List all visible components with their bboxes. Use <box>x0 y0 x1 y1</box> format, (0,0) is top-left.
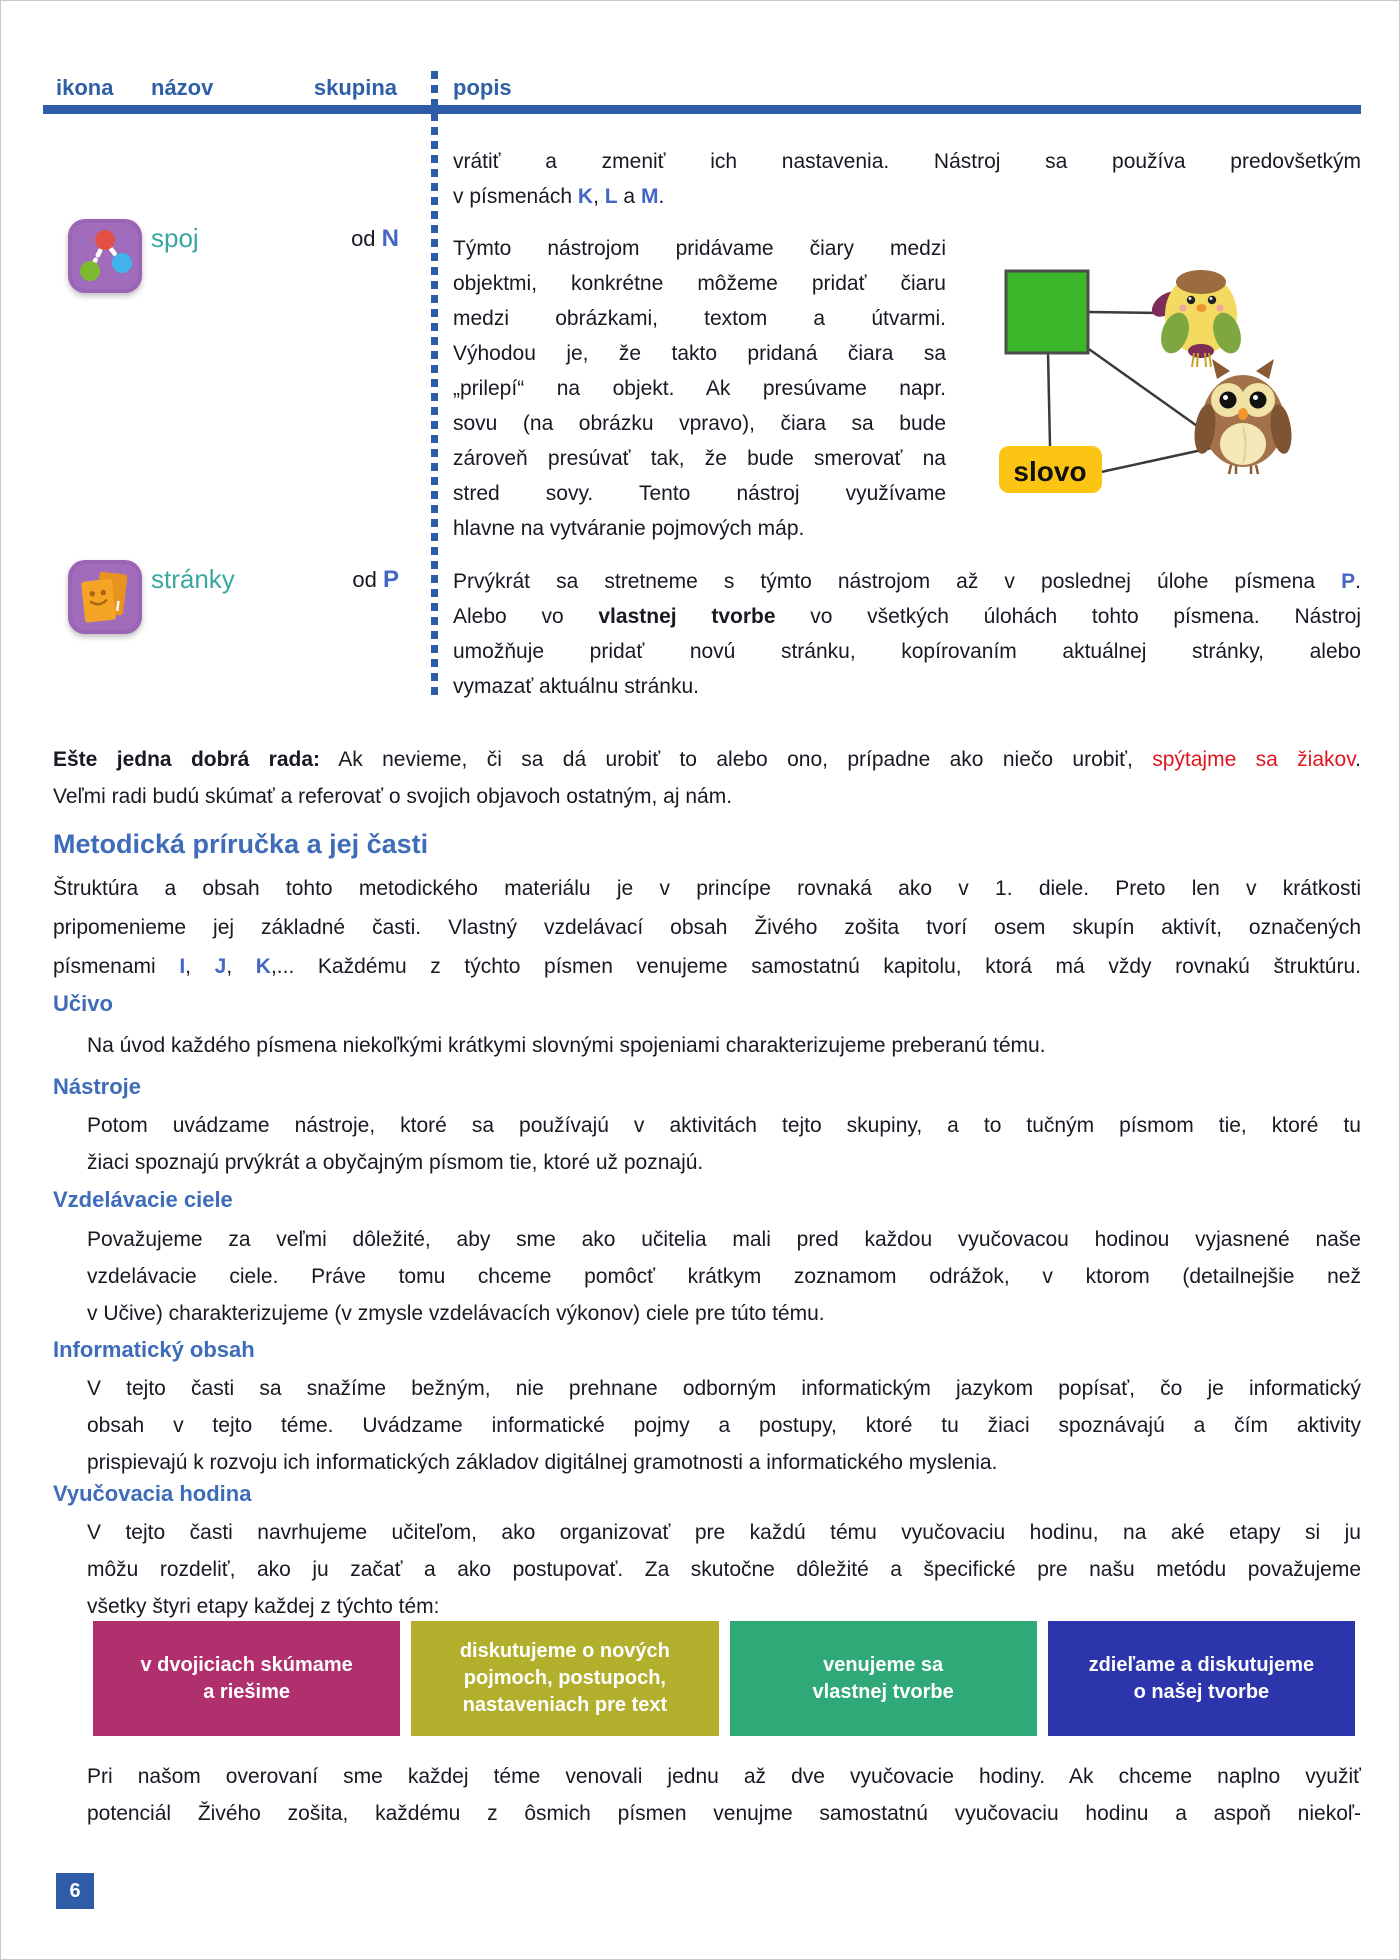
text-line: Veľmi radi budú skúmať a referovať o svojich objavoch ostatným, aj nám. <box>53 785 733 808</box>
concept-map-illustration <box>951 201 1361 501</box>
tool-name-stranky: stránky <box>151 564 235 594</box>
text-line: potenciál Živého zošita, každému z ôsmich písmen venujme samostatnú vyučovaciu hodinu a aspoň niekoľ- <box>87 1802 1361 1825</box>
text-segment: od <box>351 226 382 251</box>
text-segment: . <box>1355 570 1361 593</box>
text-line: vzdelávacie ciele. Práve tomu chceme pomôcť krátkym zoznamom odrážok, v ktorom (detailnejšie než <box>87 1265 1361 1288</box>
text-line: objektmi, konkrétne môžeme pridať čiaru <box>453 272 946 295</box>
text-segment: Alebo vo <box>453 605 599 628</box>
text-segment: vo všetkých úlohách tohto písmena. Nástroj <box>775 605 1361 628</box>
letter-highlight: K <box>577 185 594 208</box>
closing-paragraph <box>87 1758 1361 1832</box>
text-line: Štruktúra a obsah tohto metodického materiálu je v princípe rovnaká ako v 1. diele. Preto len v krátkosti <box>53 877 1361 900</box>
text-line: medzi obrázkami, textom a útvarmi. <box>453 307 946 330</box>
stage-line: o našej tvorbe <box>1133 1680 1270 1703</box>
stage-line: vlastnej tvorbe <box>812 1680 954 1703</box>
text-segment: , <box>226 955 256 978</box>
col-header-popis: popis <box>453 75 512 100</box>
text-segment: v písmenách <box>453 185 578 208</box>
intro-paragraph <box>53 869 1361 986</box>
subsection-title-informaticky-obsah: Informatický obsah <box>53 1337 255 1362</box>
stage-line: v dvojiciach skúmame <box>140 1653 353 1676</box>
table-column-divider <box>431 71 438 701</box>
tool-group-spoj <box>301 225 399 253</box>
subsection-body-vyucovacia-hodina <box>87 1514 1361 1625</box>
text-line: hlavne na vytváranie pojmových máp. <box>453 517 805 540</box>
text-line: Potom uvádzame nástroje, ktoré sa používajú v aktivitách tejto skupiny, a to tučným písmom tie, ktoré tu <box>87 1114 1361 1137</box>
text-segment: , <box>593 185 605 208</box>
subsection-body-nastroje <box>87 1107 1361 1181</box>
text-segment: Ak nevieme, či sa dá urobiť to alebo ono, prípadne ako niečo urobiť, <box>320 748 1153 771</box>
bold-text: vlastnej tvorbe <box>598 605 776 628</box>
letter-highlight: P <box>1341 570 1356 593</box>
text-segment: . <box>1355 748 1361 771</box>
text-line: prispievajú k rozvoju ich informatických základov digitálnej gramotnosti a informatického myslenia. <box>87 1451 998 1474</box>
text-line: Pri našom overovaní sme každej téme venovali jednu až dve vyučovacie hodiny. Ak chceme naplno využiť <box>87 1765 1361 1788</box>
text-line <box>53 741 1361 778</box>
text-segment: a <box>617 185 641 208</box>
letter-highlight: J <box>214 955 227 978</box>
spoj-tool-icon <box>66 217 144 295</box>
text-line: Výhodou je, že takto pridaná čiara sa <box>453 342 946 365</box>
stage-box-pair-exploration <box>93 1621 400 1736</box>
advice-paragraph <box>53 741 1361 815</box>
lesson-stages-row <box>93 1621 1355 1736</box>
text-line: všetky štyri etapy každej z týchto tém: <box>87 1595 440 1618</box>
letter-highlight: L <box>604 185 618 208</box>
stage-line: nastaveniach pre text <box>462 1694 668 1716</box>
text-line: Na úvod každého písmena niekoľkými krátkymi slovnými spojeniami charakterizujeme preberanú tému. <box>87 1034 1046 1057</box>
subsection-title-vzdelavacie-ciele: Vzdelávacie ciele <box>53 1187 233 1212</box>
stranky-tool-icon <box>66 558 144 636</box>
text-line: zároveň presúvať tak, že bude smerovať na <box>453 447 946 470</box>
text-segment: ,... Každému z týchto písmen venujeme samostatnú kapitolu, ktorá má vždy rovnakú štruktúru. <box>270 955 1361 978</box>
text-line: V tejto časti navrhujeme učiteľom, ako organizovať pre každú tému vyučovaciu hodinu, na aké etapy si ju <box>87 1521 1361 1544</box>
subsection-body-ucivo <box>87 1027 1361 1064</box>
stage-line: venujeme sa <box>823 1653 944 1676</box>
subsection-title-vyucovacia-hodina: Vyučovacia hodina <box>53 1481 252 1506</box>
stage-box-discussion-new-concepts <box>411 1621 718 1736</box>
green-square-shape <box>1006 271 1088 353</box>
stage-box-own-creation <box>730 1621 1037 1736</box>
text-line: obsah v tejto téme. Uvádzame informatické pojmy a postupy, ktoré tu žiaci spoznávajú a čím aktivity <box>87 1414 1361 1437</box>
text-line <box>453 599 1361 634</box>
subsection-body-vzdelavacie-ciele <box>87 1221 1361 1332</box>
subsection-body-informaticky-obsah <box>87 1370 1361 1481</box>
col-header-nazov: názov <box>151 75 214 100</box>
stage-line: a riešime <box>203 1680 290 1703</box>
slovo-label: slovo <box>1013 456 1087 487</box>
table-header-rule <box>43 105 1361 114</box>
letter-highlight: I <box>179 955 186 978</box>
tool-description-stranky <box>453 564 1361 704</box>
bold-lead: Ešte jedna dobrá rada: <box>53 748 321 771</box>
text-line: vrátiť a zmeniť ich nastavenia. Nástroj sa používa predovšetkým <box>453 150 1361 173</box>
col-header-ikona: ikona <box>56 75 114 100</box>
tool-group-stranky <box>301 566 399 594</box>
text-line: „prilepí“ na objekt. Ak presúvame napr. <box>453 377 946 400</box>
stage-line: diskutujeme o nových <box>459 1640 670 1662</box>
letter-highlight: M <box>640 185 659 208</box>
owl-illustration <box>1192 359 1295 474</box>
text-segment: písmenami <box>53 955 180 978</box>
text-line: Týmto nástrojom pridávame čiary medzi <box>453 237 946 260</box>
text-segment: . <box>658 185 665 208</box>
text-line: V tejto časti sa snažíme bežným, nie prehnane odborným informatickým jazykom popísať, čo je informatický <box>87 1377 1361 1400</box>
text-line: môžu rozdeliť, ako ju začať a ako postupovať. Za skutočne dôležité a špecifické pre našu metódu považujeme <box>87 1558 1361 1581</box>
text-line <box>53 947 1361 986</box>
text-segment: Prvýkrát sa stretneme s týmto nástrojom až v poslednej úlohe písmena <box>453 570 1342 593</box>
stage-box-share-and-discuss <box>1048 1621 1355 1736</box>
bird-illustration <box>1147 270 1246 367</box>
tool-description-spoj <box>453 231 946 546</box>
text-segment: od <box>352 567 383 592</box>
text-line: pripomenieme jej základné časti. Vlastný vzdelávací obsah Živého zošita tvorí osem skupín aktivít, označených <box>53 916 1361 939</box>
text-line: vymazať aktuálnu stránku. <box>453 675 699 698</box>
text-line: Považujeme za veľmi dôležité, aby sme ako učitelia mali pred každou vyučovacou hodinou vyjasnené naše <box>87 1228 1361 1251</box>
tool-name-spoj: spoj <box>151 223 199 253</box>
text-line: umožňuje pridať novú stránku, kopírovaním aktuálnej stránky, alebo <box>453 640 1361 663</box>
stage-line: pojmoch, postupoch, <box>463 1667 666 1689</box>
slovo-node <box>999 446 1102 493</box>
text-line: stred sovy. Tento nástroj využívame <box>453 482 946 505</box>
text-line: žiaci spoznajú prvýkrát a obyčajným písmom tie, ktoré už poznajú. <box>87 1151 704 1174</box>
stage-line: zdieľame a diskutujeme <box>1088 1653 1315 1676</box>
letter-highlight: N <box>381 225 399 252</box>
subsection-title-ucivo: Učivo <box>53 991 113 1016</box>
subsection-title-nastroje: Nástroje <box>53 1074 142 1099</box>
section-title: Metodická príručka a jej časti <box>53 829 429 859</box>
col-header-skupina: skupina <box>313 75 397 100</box>
page-number-badge: 6 <box>56 1873 94 1909</box>
text-line: v Učive) charakterizujeme (v zmysle vzdelávacích výkonov) ciele pre túto tému. <box>87 1302 825 1325</box>
letter-highlight: P <box>382 566 399 593</box>
text-line: sovu (na obrázku vpravo), čiara sa bude <box>453 412 946 435</box>
letter-highlight: K <box>255 955 271 978</box>
text-line <box>453 564 1361 599</box>
text-segment: , <box>185 955 215 978</box>
red-highlight: spýtajme sa žiakov <box>1152 748 1356 771</box>
